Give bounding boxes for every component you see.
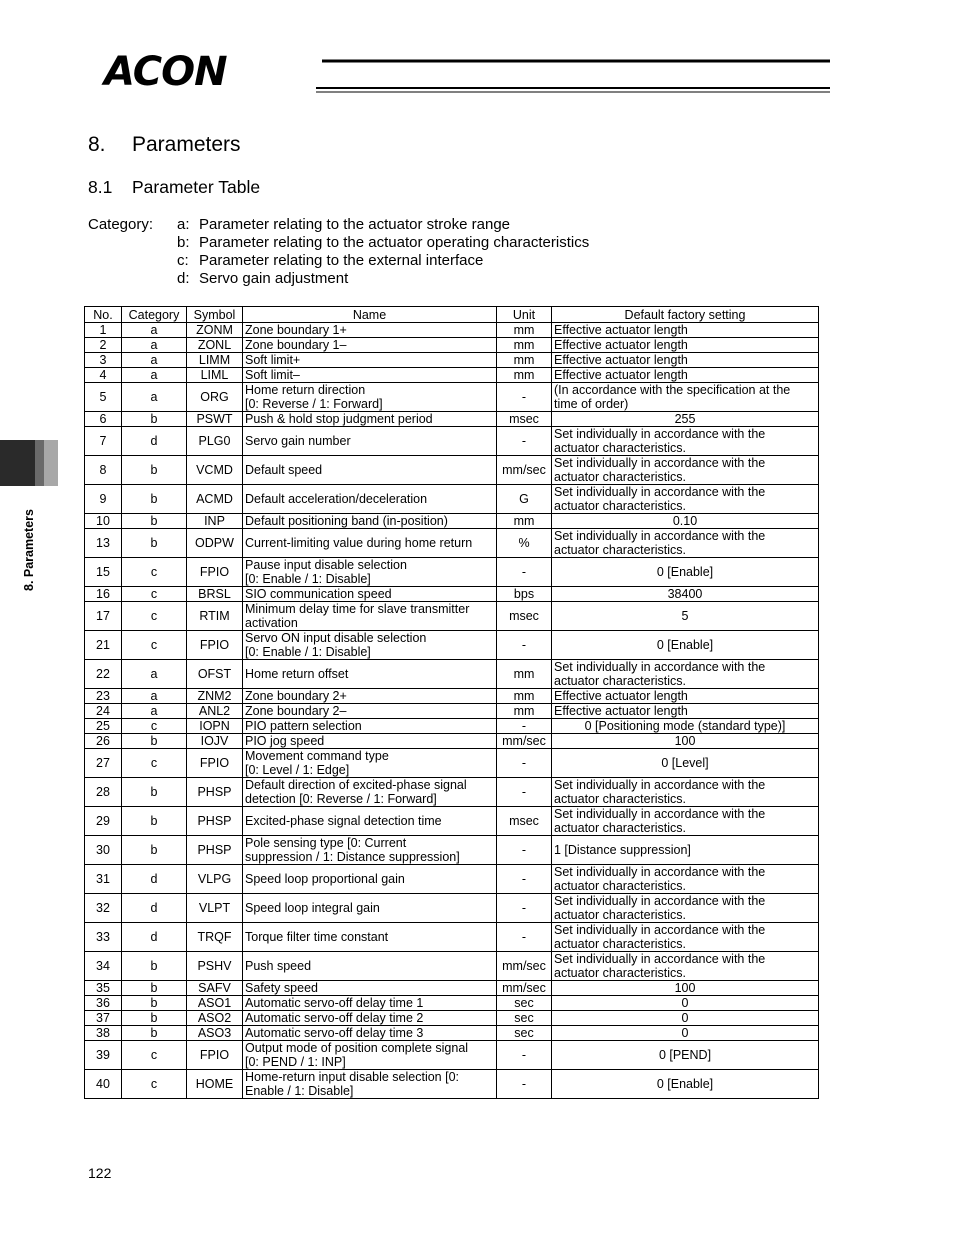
category-text: Parameter relating to the actuator stroke range [199,216,511,233]
table-row [85,353,819,368]
cell-default: 0 [PEND] [552,1041,819,1070]
cell-name: Soft limit– [243,368,497,383]
cell-no: 27 [85,749,122,778]
cell-category: b [122,1011,187,1026]
cell-category: d [122,865,187,894]
cell-name: Servo ON input disable selection [0: Enable / 1: Disable] [243,631,497,660]
cell-default: Effective actuator length [552,338,819,353]
table-row [85,529,819,558]
cell-unit: - [497,1070,552,1099]
cell-unit: - [497,1041,552,1070]
table-row [85,602,819,631]
cell-symbol: VLPT [187,894,243,923]
cell-name: Pause input disable selection [0: Enable / 1: Disable] [243,558,497,587]
cell-default: 0 [Enable] [552,631,819,660]
cell-default: 1 [Distance suppression] [552,836,819,865]
cell-name: Excited-phase signal detection time [243,807,497,836]
cell-no: 7 [85,427,122,456]
cell-category: b [122,734,187,749]
cell-unit: mm [497,353,552,368]
cell-name: Output mode of position complete signal [0: PEND / 1: INP] [243,1041,497,1070]
cell-no: 15 [85,558,122,587]
cell-no: 5 [85,383,122,412]
cell-symbol: PHSP [187,778,243,807]
cell-unit: mm [497,660,552,689]
cell-no: 13 [85,529,122,558]
cell-category: a [122,368,187,383]
cell-category: c [122,1070,187,1099]
cell-unit: - [497,749,552,778]
cell-category: b [122,836,187,865]
cell-category: b [122,514,187,529]
cell-unit: sec [497,996,552,1011]
cell-symbol: IOPN [187,719,243,734]
cell-default: 0 [Positioning mode (standard type)] [552,719,819,734]
table-row [85,865,819,894]
cell-symbol: HOME [187,1070,243,1099]
cell-name: Default acceleration/deceleration [243,485,497,514]
header-symbol: Symbol [187,307,243,323]
cell-symbol: BRSL [187,587,243,602]
cell-default: 0 [552,1026,819,1041]
category-key: a: [177,216,190,233]
cell-no: 10 [85,514,122,529]
table-row [85,427,819,456]
cell-symbol: ZONL [187,338,243,353]
section-heading [88,133,241,157]
table-row [85,514,819,529]
cell-default: 0 [552,1011,819,1026]
cell-no: 24 [85,704,122,719]
cell-unit: - [497,719,552,734]
table-row [85,1011,819,1026]
cell-name: Push & hold stop judgment period [243,412,497,427]
cell-default: 5 [552,602,819,631]
table-row [85,338,819,353]
cell-category: c [122,602,187,631]
cell-symbol: IOJV [187,734,243,749]
cell-no: 28 [85,778,122,807]
cell-symbol: VCMD [187,456,243,485]
cell-default: Effective actuator length [552,368,819,383]
cell-no: 38 [85,1026,122,1041]
cell-symbol: INP [187,514,243,529]
cell-no: 32 [85,894,122,923]
cell-no: 25 [85,719,122,734]
table-row [85,689,819,704]
table-row [85,1070,819,1099]
cell-default: Set individually in accordance with the actuator characteristics. [552,923,819,952]
cell-default: Set individually in accordance with the actuator characteristics. [552,865,819,894]
cell-category: a [122,338,187,353]
cell-default: Effective actuator length [552,689,819,704]
cell-category: a [122,323,187,338]
cell-name: Movement command type [0: Level / 1: Edge] [243,749,497,778]
cell-symbol: ASO3 [187,1026,243,1041]
logo-wordmark: ACON [104,49,227,95]
cell-name: Speed loop proportional gain [243,865,497,894]
cell-unit: - [497,558,552,587]
cell-symbol: PSHV [187,952,243,981]
cell-default: Set individually in accordance with the actuator characteristics. [552,485,819,514]
cell-no: 21 [85,631,122,660]
cell-no: 39 [85,1041,122,1070]
cell-category: c [122,1041,187,1070]
cell-category: b [122,778,187,807]
cell-symbol: SAFV [187,981,243,996]
cell-category: d [122,894,187,923]
cell-unit: msec [497,807,552,836]
table-row [85,778,819,807]
cell-unit: msec [497,602,552,631]
cell-name: Safety speed [243,981,497,996]
cell-name: Zone boundary 2+ [243,689,497,704]
table-row [85,660,819,689]
cell-unit: sec [497,1011,552,1026]
cell-no: 2 [85,338,122,353]
cell-category: c [122,719,187,734]
cell-default: Set individually in accordance with the actuator characteristics. [552,952,819,981]
cell-unit: - [497,427,552,456]
cell-symbol: ORG [187,383,243,412]
category-key: d: [177,270,190,287]
cell-category: a [122,704,187,719]
cell-no: 34 [85,952,122,981]
cell-no: 37 [85,1011,122,1026]
table-row [85,807,819,836]
cell-default: 0 [552,996,819,1011]
cell-symbol: PHSP [187,807,243,836]
table-row [85,558,819,587]
table-row [85,996,819,1011]
cell-name: Speed loop integral gain [243,894,497,923]
table-row [85,368,819,383]
cell-no: 16 [85,587,122,602]
table-row [85,719,819,734]
cell-name: SIO communication speed [243,587,497,602]
category-item [177,270,589,288]
cell-symbol: TRQF [187,923,243,952]
cell-default: 0 [Enable] [552,1070,819,1099]
cell-default: 0 [Enable] [552,558,819,587]
subsection-number: 8.1 [88,177,113,197]
cell-default: (In accordance with the specification at the time of order) [552,383,819,412]
cell-category: b [122,981,187,996]
cell-unit: mm [497,323,552,338]
chapter-tab-label: 8. Parameters [22,508,36,592]
cell-category: b [122,952,187,981]
cell-symbol: RTIM [187,602,243,631]
cell-default: Effective actuator length [552,704,819,719]
cell-category: b [122,412,187,427]
cell-no: 8 [85,456,122,485]
cell-no: 29 [85,807,122,836]
cell-symbol: FPIO [187,749,243,778]
cell-default: Set individually in accordance with the actuator characteristics. [552,427,819,456]
cell-default: Set individually in accordance with the actuator characteristics. [552,894,819,923]
header-no: No. [85,307,122,323]
cell-unit: mm [497,368,552,383]
cell-no: 33 [85,923,122,952]
cell-symbol: ANL2 [187,704,243,719]
cell-no: 31 [85,865,122,894]
cell-category: c [122,631,187,660]
cell-unit: mm/sec [497,456,552,485]
table-row [85,485,819,514]
category-key: b: [177,234,190,251]
cell-name: Default positioning band (in-position) [243,514,497,529]
cell-no: 6 [85,412,122,427]
table-row [85,749,819,778]
cell-category: a [122,660,187,689]
cell-symbol: OFST [187,660,243,689]
cell-no: 30 [85,836,122,865]
cell-unit: - [497,836,552,865]
table-row [85,587,819,602]
subsection-heading [88,177,260,198]
cell-default: Set individually in accordance with the actuator characteristics. [552,807,819,836]
cell-category: b [122,529,187,558]
table-row [85,704,819,719]
cell-unit: msec [497,412,552,427]
cell-default: 100 [552,981,819,996]
cell-name: PIO jog speed [243,734,497,749]
cell-name: Home return direction [0: Reverse / 1: Forward] [243,383,497,412]
cell-name: Automatic servo-off delay time 2 [243,1011,497,1026]
header-default: Default factory setting [552,307,819,323]
cell-default: 0.10 [552,514,819,529]
table-row [85,836,819,865]
table-row [85,734,819,749]
cell-symbol: FPIO [187,558,243,587]
header-category: Category [122,307,187,323]
cell-category: d [122,923,187,952]
cell-unit: mm [497,689,552,704]
category-list [177,216,589,288]
page-number: 122 [88,1165,112,1181]
cell-name: Zone boundary 2– [243,704,497,719]
cell-default: 255 [552,412,819,427]
cell-unit: mm/sec [497,952,552,981]
subsection-title: Parameter Table [132,177,261,197]
cell-symbol: ACMD [187,485,243,514]
section-title: Parameters [132,133,241,156]
cell-name: Torque filter time constant [243,923,497,952]
cell-no: 35 [85,981,122,996]
cell-default: Set individually in accordance with the actuator characteristics. [552,456,819,485]
category-label: Category: [88,216,154,233]
cell-no: 4 [85,368,122,383]
cell-unit: mm [497,338,552,353]
cell-category: c [122,749,187,778]
table-row [85,952,819,981]
cell-name: Home-return input disable selection [0: Enable / 1: Disable] [243,1070,497,1099]
header-unit: Unit [497,307,552,323]
table-row [85,894,819,923]
cell-no: 22 [85,660,122,689]
cell-name: Pole sensing type [0: Current suppression / 1: Distance suppression] [243,836,497,865]
cell-no: 9 [85,485,122,514]
cell-category: a [122,689,187,704]
cell-symbol: LIML [187,368,243,383]
cell-name: PIO pattern selection [243,719,497,734]
cell-symbol: ASO2 [187,1011,243,1026]
cell-category: b [122,456,187,485]
cell-unit: - [497,865,552,894]
category-key: c: [177,252,189,269]
cell-symbol: ZONM [187,323,243,338]
cell-symbol: FPIO [187,1041,243,1070]
table-row [85,412,819,427]
cell-symbol: LIMM [187,353,243,368]
cell-unit: bps [497,587,552,602]
cell-default: 0 [Level] [552,749,819,778]
table-row [85,1026,819,1041]
cell-unit: - [497,778,552,807]
table-row [85,981,819,996]
cell-category: b [122,807,187,836]
cell-name: Zone boundary 1+ [243,323,497,338]
cell-category: c [122,587,187,602]
cell-category: a [122,353,187,368]
cell-symbol: PHSP [187,836,243,865]
table-body [85,323,819,1099]
cell-name: Home return offset [243,660,497,689]
cell-default: Effective actuator length [552,353,819,368]
chapter-tab [0,440,58,486]
cell-name: Default direction of excited-phase signal detection [0: Reverse / 1: Forward] [243,778,497,807]
cell-default: Set individually in accordance with the actuator characteristics. [552,778,819,807]
table-header-row [85,307,819,323]
cell-name: Current-limiting value during home return [243,529,497,558]
cell-name: Minimum delay time for slave transmitter activation [243,602,497,631]
table-row [85,923,819,952]
cell-category: b [122,1026,187,1041]
cell-category: c [122,558,187,587]
cell-default: 100 [552,734,819,749]
cell-name: Automatic servo-off delay time 3 [243,1026,497,1041]
cell-unit: - [497,383,552,412]
cell-unit: - [497,631,552,660]
parameter-table [84,306,819,1099]
cell-unit: mm/sec [497,734,552,749]
cell-unit: mm [497,704,552,719]
cell-no: 40 [85,1070,122,1099]
cell-name: Zone boundary 1– [243,338,497,353]
cell-category: b [122,996,187,1011]
cell-category: d [122,427,187,456]
cell-category: b [122,485,187,514]
cell-symbol: FPIO [187,631,243,660]
cell-no: 36 [85,996,122,1011]
cell-unit: sec [497,1026,552,1041]
cell-unit: mm [497,514,552,529]
table-row [85,631,819,660]
cell-default: 38400 [552,587,819,602]
category-item [177,234,589,252]
cell-symbol: ASO1 [187,996,243,1011]
cell-default: Effective actuator length [552,323,819,338]
category-item [177,252,589,270]
cell-category: a [122,383,187,412]
cell-symbol: ZNM2 [187,689,243,704]
header-name: Name [243,307,497,323]
cell-unit: G [497,485,552,514]
cell-symbol: PLG0 [187,427,243,456]
table-row [85,456,819,485]
table-row [85,383,819,412]
cell-symbol: VLPG [187,865,243,894]
cell-no: 3 [85,353,122,368]
cell-no: 1 [85,323,122,338]
category-text: Parameter relating to the actuator operating characteristics [199,234,590,251]
category-text: Parameter relating to the external interface [199,252,484,269]
section-number: 8. [88,133,106,156]
cell-no: 23 [85,689,122,704]
table-row [85,323,819,338]
cell-unit: mm/sec [497,981,552,996]
cell-name: Soft limit+ [243,353,497,368]
cell-name: Default speed [243,456,497,485]
cell-unit: - [497,894,552,923]
table-row [85,1041,819,1070]
cell-default: Set individually in accordance with the actuator characteristics. [552,529,819,558]
cell-symbol: ODPW [187,529,243,558]
cell-name: Push speed [243,952,497,981]
cell-unit: - [497,923,552,952]
cell-unit: % [497,529,552,558]
cell-name: Automatic servo-off delay time 1 [243,996,497,1011]
cell-no: 17 [85,602,122,631]
cell-no: 26 [85,734,122,749]
cell-name: Servo gain number [243,427,497,456]
acon-logo [104,48,832,96]
category-text: Servo gain adjustment [199,270,349,287]
category-item [177,216,589,234]
cell-default: Set individually in accordance with the actuator characteristics. [552,660,819,689]
cell-symbol: PSWT [187,412,243,427]
